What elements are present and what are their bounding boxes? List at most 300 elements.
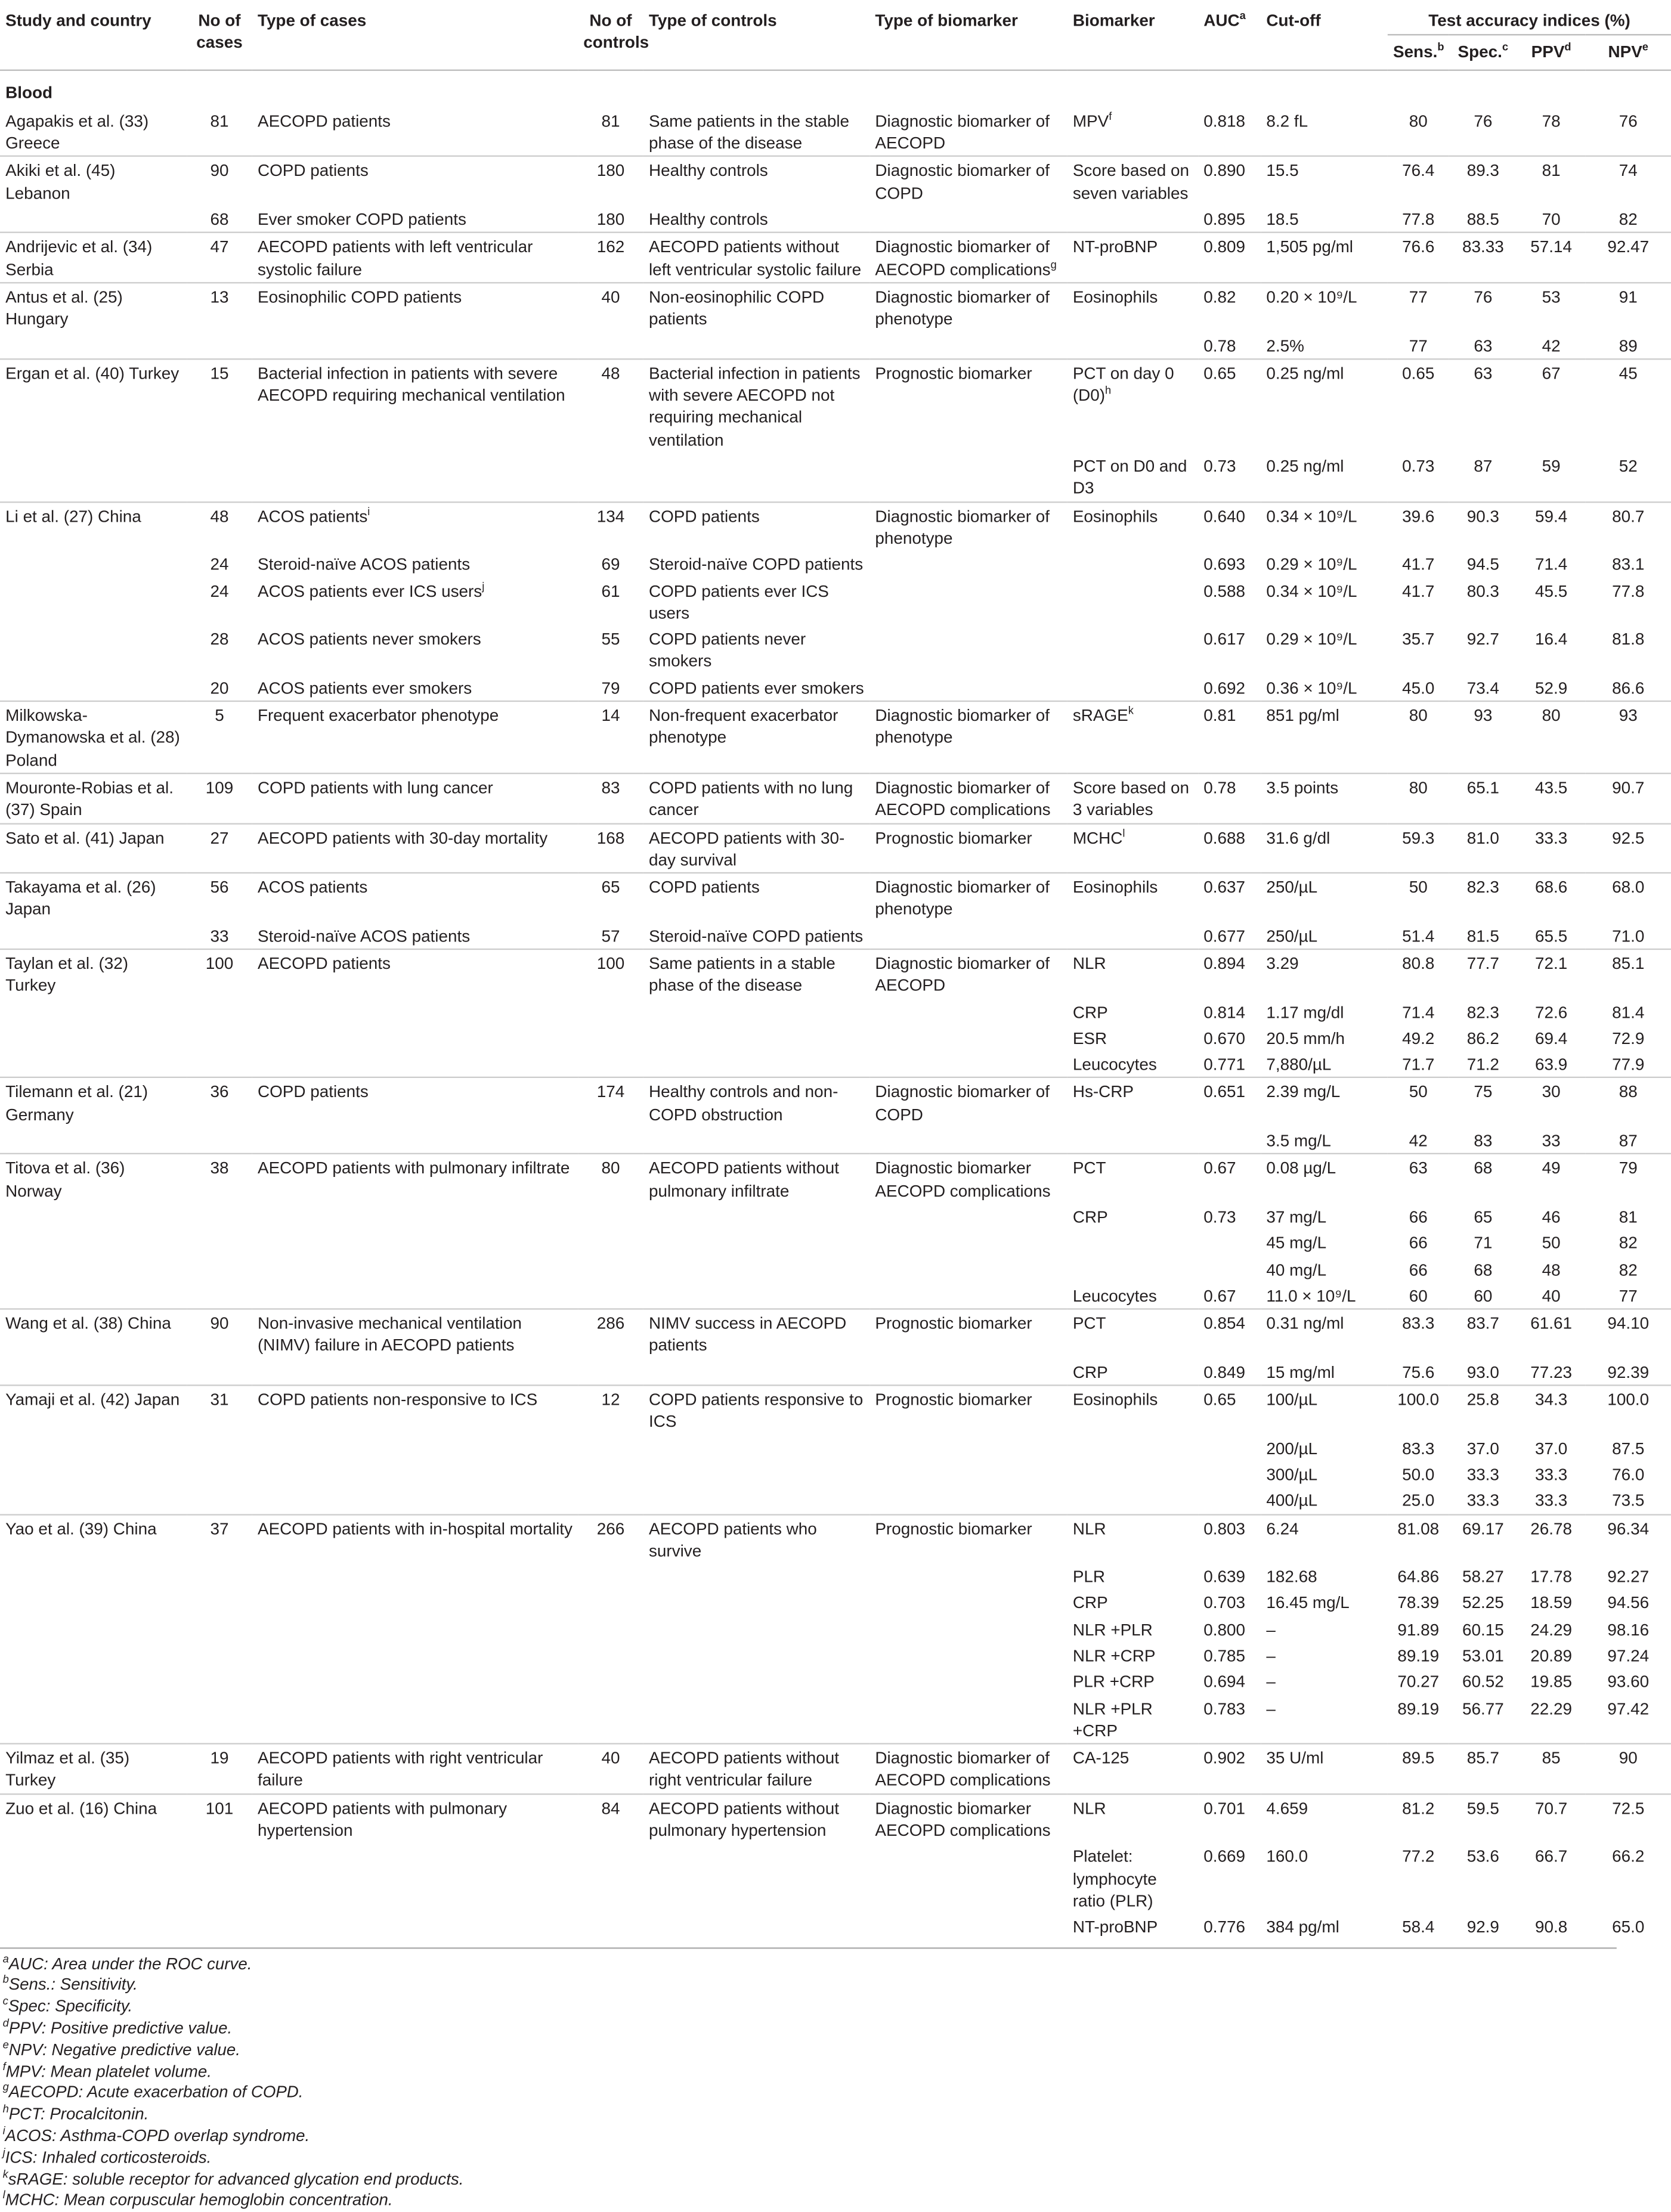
cell-cutoff: 11.0 × 10⁹/L — [1266, 1286, 1356, 1306]
cell-cutoff: 40 mg/L — [1266, 1260, 1327, 1280]
cell-ppv: 34.3 — [1517, 1385, 1585, 1434]
cell-ppv: 26.78 — [1517, 1514, 1585, 1563]
cell-study: Milkowska-Dymanowska et al. (28) Poland — [0, 701, 187, 773]
cell-type-controls: AECOPD patients without pulmonary hypertension — [643, 1794, 869, 1843]
cell-auc: 0.809 — [1198, 233, 1261, 283]
cell-no-cases — [187, 998, 252, 1024]
cell-no-controls — [578, 1256, 643, 1282]
cell-no-cases: 48 — [187, 501, 252, 550]
cell-sens: 66 — [1409, 1207, 1428, 1227]
cell-study — [0, 577, 187, 625]
cell-spec: 76 — [1449, 283, 1517, 332]
cell-type-cases: ACOS patients never smokers — [257, 630, 481, 649]
cell-npv: 92.5 — [1585, 823, 1671, 873]
cell-auc: 0.854 — [1198, 1309, 1261, 1358]
cell-type-biomarker: Prognostic biomarker — [869, 1385, 1067, 1434]
cell-biomarker — [1067, 1256, 1198, 1282]
cell-sens: 89.5 — [1388, 1744, 1449, 1794]
header-no-of-controls: No of controls — [583, 11, 649, 52]
cell-npv: 52 — [1619, 456, 1638, 476]
cell-type-biomarker — [869, 1642, 1067, 1668]
table-row — [0, 332, 1671, 359]
cell-npv: 93.60 — [1607, 1672, 1650, 1692]
cell-spec: 37.0 — [1466, 1438, 1499, 1458]
footnote: $^b$Sens.: Sensitivity. — [2, 1974, 138, 1994]
table-row — [0, 701, 1671, 773]
cell-study: Ergan et al. (40) Turkey — [0, 359, 187, 453]
cell-biomarker: Leucocytes — [1072, 1286, 1157, 1306]
cell-no-cases: 68 — [210, 210, 229, 230]
cell-study — [0, 453, 187, 501]
cell-type-controls: Healthy controls and non-COPD obstruction — [643, 1078, 869, 1127]
cell-auc: 0.803 — [1198, 1514, 1261, 1563]
cell-study — [0, 1127, 187, 1154]
cell-no-controls: 180 — [596, 210, 625, 230]
header-npv: NPV$^e$ — [1585, 35, 1671, 70]
cell-type-cases: Steroid-naïve ACOS patients — [257, 926, 471, 946]
cell-sens: 50 — [1388, 1078, 1449, 1127]
cell-biomarker: CRP — [1072, 1593, 1108, 1613]
cell-cutoff: 4.659 — [1261, 1794, 1388, 1843]
cell-no-cases: 90 — [187, 157, 252, 206]
cell-type-controls — [643, 1563, 869, 1590]
cell-spec: 83 — [1474, 1131, 1493, 1151]
cell-type-controls: Steroid-naïve COPD patients — [648, 554, 864, 574]
cell-study — [0, 1435, 187, 1461]
cell-npv: 87 — [1619, 1131, 1638, 1151]
cell-type-cases: AECOPD patients with 30-day mortality — [252, 823, 578, 873]
cell-no-cases: 109 — [187, 773, 252, 823]
cell-type-cases: Eosinophilic COPD patients — [252, 283, 578, 332]
cell-ppv: 70 — [1542, 210, 1561, 230]
cell-ppv: 77.23 — [1530, 1362, 1572, 1382]
cell-npv: 87.5 — [1612, 1438, 1645, 1458]
cell-ppv: 72.1 — [1517, 949, 1585, 998]
cell-type-biomarker: Diagnostic biomarker of AECOPD — [869, 949, 1067, 998]
cell-auc: 0.651 — [1198, 1078, 1261, 1127]
cell-cutoff: 3.5 mg/L — [1266, 1131, 1331, 1151]
cell-type-cases: Non-invasive mechanical ventilation (NIMV) failure in AECOPD patients — [252, 1309, 578, 1358]
cell-npv: 91 — [1585, 283, 1671, 332]
cell-type-cases: AECOPD patients with in-hospital mortality — [252, 1514, 578, 1563]
cell-auc: 0.692 — [1203, 678, 1245, 698]
cell-no-cases — [187, 1914, 252, 1947]
cell-type-controls — [643, 1642, 869, 1668]
cell-no-cases — [187, 1590, 252, 1616]
cell-spec: 63 — [1474, 336, 1493, 355]
cell-spec: 83.7 — [1449, 1309, 1517, 1358]
cell-type-controls: COPD patients ever smokers — [648, 678, 864, 698]
cell-type-controls: Healthy controls — [648, 210, 768, 230]
cell-no-cases — [187, 453, 252, 501]
cell-study: Akiki et al. (45) Lebanon — [0, 157, 187, 206]
table-row — [0, 1127, 1671, 1154]
cell-auc: 0.800 — [1203, 1620, 1245, 1640]
footnote: $^e$NPV: Negative predictive value. — [2, 2038, 240, 2059]
cell-auc: 0.902 — [1198, 1744, 1261, 1794]
cell-npv: 89 — [1619, 336, 1638, 355]
cell-biomarker: NLR +CRP — [1072, 1646, 1156, 1666]
cell-spec: 83.33 — [1449, 233, 1517, 283]
cell-sens: 71.4 — [1402, 1002, 1435, 1022]
table-row — [0, 1563, 1671, 1590]
cell-sens: 66 — [1409, 1234, 1428, 1253]
cell-sens: 51.4 — [1402, 926, 1435, 946]
table-row — [0, 998, 1671, 1024]
cell-sens: 50 — [1388, 873, 1449, 922]
cell-auc — [1198, 1127, 1261, 1154]
cell-type-controls: COPD patients — [643, 873, 869, 922]
cell-npv: 88 — [1585, 1078, 1671, 1127]
cell-npv: 79 — [1585, 1154, 1671, 1203]
cell-cutoff: 0.34 × 10⁹/L — [1266, 581, 1357, 600]
cell-cutoff: 15.5 — [1261, 157, 1388, 206]
cell-study — [0, 206, 187, 233]
footnote: $^f$MPV: Mean platelet volume. — [2, 2059, 212, 2081]
cell-no-cases: 33 — [210, 926, 229, 946]
header-biomarker: Biomarker — [1072, 11, 1155, 30]
cell-cutoff: 20.5 mm/h — [1266, 1028, 1345, 1048]
cell-type-biomarker: Diagnostic biomarker of phenotype — [869, 873, 1067, 922]
cell-sens: 35.7 — [1402, 630, 1435, 649]
cell-spec: 87 — [1474, 456, 1493, 476]
cell-no-cases: 20 — [210, 678, 229, 698]
cell-type-cases — [252, 1616, 578, 1642]
cell-spec: 63 — [1449, 359, 1517, 453]
cell-no-controls: 65 — [578, 873, 643, 922]
cell-spec: 25.8 — [1449, 1385, 1517, 1434]
cell-ppv: 18.59 — [1530, 1593, 1572, 1613]
cell-no-controls — [578, 1229, 643, 1256]
cell-type-cases — [252, 1642, 578, 1668]
cell-no-controls — [578, 1668, 643, 1694]
cell-spec: 92.7 — [1466, 630, 1499, 649]
cell-no-cases: 24 — [210, 581, 229, 600]
cell-type-cases — [252, 1461, 578, 1487]
cell-no-controls — [578, 1642, 643, 1668]
cell-biomarker: PCT on day 0 $(D0)^h$ — [1067, 359, 1198, 453]
cell-type-biomarker — [869, 1616, 1067, 1642]
cell-npv: 77.8 — [1612, 581, 1645, 600]
cell-no-cases: 37 — [187, 1514, 252, 1563]
cell-type-controls: AECOPD patients with 30-day survival — [643, 823, 869, 873]
cell-npv: 94.10 — [1585, 1309, 1671, 1358]
cell-type-biomarker: Diagnostic biomarker of COPD — [869, 157, 1067, 206]
cell-study: Taylan et al. (32) Turkey — [0, 949, 187, 998]
cell-ppv: 65.5 — [1534, 926, 1568, 946]
cell-no-cases — [187, 1229, 252, 1256]
cell-biomarker: Score based on 3 variables — [1067, 773, 1198, 823]
cell-no-cases: 56 — [187, 873, 252, 922]
cell-type-controls: Steroid-naïve COPD patients — [648, 926, 864, 946]
cell-type-biomarker — [869, 922, 1067, 949]
cell-auc: 0.65 — [1198, 1385, 1261, 1434]
cell-no-cases — [187, 1203, 252, 1229]
cell-no-controls: 100 — [578, 949, 643, 998]
cell-no-cases — [187, 1358, 252, 1385]
cell-spec: 85.7 — [1449, 1744, 1517, 1794]
header-test-accuracy: Test accuracy indices (%) — [1428, 11, 1630, 30]
cell-type-controls: Bacterial infection in patients with severe AECOPD not requiring mechanical ventilation — [643, 359, 869, 453]
cell-auc: 0.82 — [1198, 283, 1261, 332]
table-body — [0, 70, 1671, 1947]
cell-ppv: 17.78 — [1530, 1567, 1572, 1587]
cell-study: Li et al. (27) China — [0, 501, 187, 550]
cell-ppv: 16.4 — [1534, 630, 1568, 649]
cell-auc: 0.818 — [1203, 111, 1245, 131]
cell-study: Zuo et al. (16) China — [0, 1794, 187, 1843]
cell-cutoff: 0.36 × 10⁹/L — [1266, 678, 1357, 698]
cell-type-biomarker — [869, 625, 1067, 674]
cell-cutoff: 250/µL — [1261, 873, 1388, 922]
cell-sens: 91.89 — [1397, 1620, 1440, 1640]
cell-npv: 66.2 — [1612, 1847, 1645, 1866]
cell-ppv: 71.4 — [1534, 554, 1568, 574]
cell-spec: 59.5 — [1449, 1794, 1517, 1843]
cell-study — [0, 1668, 187, 1694]
cell-cutoff: – — [1266, 1672, 1276, 1692]
cell-no-controls: 69 — [601, 554, 620, 574]
cell-npv: 74 — [1585, 157, 1671, 206]
cell-type-cases — [252, 1358, 578, 1385]
cell-type-cases — [252, 1694, 578, 1743]
cell-no-controls: 134 — [578, 501, 643, 550]
cell-ppv: 59 — [1542, 456, 1561, 476]
table-row — [0, 873, 1671, 922]
cell-type-cases: AECOPD patients with right ventricular failure — [252, 1744, 578, 1794]
table-row — [0, 1642, 1671, 1668]
cell-ppv: 33.3 — [1534, 1491, 1568, 1511]
cell-study: Agapakis et al. (33) Greece — [5, 111, 149, 153]
cell-sens: 64.86 — [1397, 1567, 1440, 1587]
cell-cutoff: 2.5% — [1266, 336, 1304, 355]
cell-npv: 65.0 — [1612, 1917, 1645, 1937]
table-row — [0, 1154, 1671, 1203]
cell-type-controls: AECOPD patients without left ventricular systolic failure — [643, 233, 869, 283]
table-row — [0, 1385, 1671, 1434]
cell-no-controls: 57 — [601, 926, 620, 946]
cell-study — [0, 1616, 187, 1642]
table-row — [0, 1514, 1671, 1563]
cell-no-controls: 83 — [578, 773, 643, 823]
table-row — [0, 1203, 1671, 1229]
cell-type-controls — [643, 1203, 869, 1229]
cell-no-cases — [187, 1435, 252, 1461]
cell-study — [0, 1282, 187, 1309]
cell-type-cases: Steroid-naïve ACOS patients — [257, 554, 471, 574]
cell-type-cases: AECOPD patients with pulmonary infiltrate — [252, 1154, 578, 1203]
cell-cutoff: 3.29 — [1261, 949, 1388, 998]
cell-no-cases — [187, 1616, 252, 1642]
cell-ppv: 43.5 — [1517, 773, 1585, 823]
cell-type-cases: COPD patients non-responsive to ICS — [252, 1385, 578, 1434]
cell-sens: 0.73 — [1402, 456, 1435, 476]
cell-sens: 45.0 — [1402, 678, 1435, 698]
cell-spec: 33.3 — [1466, 1491, 1499, 1511]
cell-ppv: 81 — [1517, 157, 1585, 206]
cell-biomarker — [1067, 1487, 1198, 1514]
table-row — [0, 206, 1671, 233]
footnote: $^c$Spec: Specificity. — [2, 1995, 133, 2016]
cell-sens: 80 — [1388, 701, 1449, 773]
table-row — [0, 1616, 1671, 1642]
table-row — [0, 1051, 1671, 1078]
table-row — [0, 577, 1671, 625]
cell-cutoff: 250/µL — [1266, 926, 1318, 946]
cell-ppv: 85 — [1517, 1744, 1585, 1794]
cell-type-biomarker: Prognostic biomarker — [869, 823, 1067, 873]
cell-study — [0, 551, 187, 577]
footnotes — [0, 1948, 1617, 2212]
table-header — [0, 0, 1671, 70]
table-row — [0, 625, 1671, 674]
cell-no-controls — [578, 1127, 643, 1154]
cell-ppv: 42 — [1542, 336, 1561, 355]
cell-study — [0, 625, 187, 674]
cell-type-cases: Frequent exacerbator phenotype — [252, 701, 578, 773]
cell-type-controls: COPD patients with no lung cancer — [643, 773, 869, 823]
cell-study: Wang et al. (38) China — [0, 1309, 187, 1358]
cell-type-biomarker: Diagnostic biomarker of AECOPD complications$^g$ — [869, 233, 1067, 283]
cell-no-controls: 48 — [578, 359, 643, 453]
cell-type-cases — [252, 1127, 578, 1154]
cell-biomarker: Leucocytes — [1072, 1055, 1157, 1074]
table-row — [0, 283, 1671, 332]
footnote: $^j$ICS: Inhaled corticosteroids. — [2, 2146, 212, 2167]
cell-type-controls: AECOPD patients without right ventricular failure — [643, 1744, 869, 1794]
cell-npv: 86.6 — [1612, 678, 1645, 698]
table-row — [0, 501, 1671, 550]
cell-type-biomarker — [869, 1025, 1067, 1051]
cell-npv: 82 — [1619, 1260, 1638, 1280]
cell-auc: 0.639 — [1203, 1567, 1245, 1587]
table-row — [0, 1744, 1671, 1794]
cell-no-controls: 40 — [578, 283, 643, 332]
cell-ppv: 19.85 — [1530, 1672, 1572, 1692]
cell-type-controls — [643, 998, 869, 1024]
cell-cutoff: 0.25 ng/ml — [1266, 456, 1344, 476]
cell-npv: 85.1 — [1585, 949, 1671, 998]
cell-no-controls: 168 — [578, 823, 643, 873]
cell-type-cases — [252, 1256, 578, 1282]
cell-no-controls — [578, 1914, 643, 1947]
cell-biomarker: sRAGE$^k$ — [1067, 701, 1198, 773]
cell-no-cases — [187, 1563, 252, 1590]
cell-no-cases: 100 — [187, 949, 252, 998]
cell-type-biomarker — [869, 332, 1067, 359]
cell-ppv: 57.14 — [1517, 233, 1585, 283]
footnote: $^h$PCT: Procalcitonin. — [2, 2103, 149, 2124]
cell-biomarker — [1067, 577, 1198, 625]
cell-auc: 0.890 — [1198, 157, 1261, 206]
cell-type-biomarker — [869, 1487, 1067, 1514]
table-row — [0, 157, 1671, 206]
cell-auc: 0.81 — [1198, 701, 1261, 773]
cell-cutoff: 1,505 pg/ml — [1261, 233, 1388, 283]
cell-ppv: 48 — [1542, 1260, 1561, 1280]
cell-ppv: 53 — [1517, 283, 1585, 332]
cell-sens: 89.19 — [1397, 1646, 1440, 1666]
cell-ppv: 33.3 — [1517, 823, 1585, 873]
cell-sens: 100.0 — [1388, 1385, 1449, 1434]
cell-study — [0, 1642, 187, 1668]
cell-study — [0, 1203, 187, 1229]
table-row — [0, 107, 1671, 156]
cell-type-controls — [643, 1256, 869, 1282]
table-row — [0, 922, 1671, 949]
cell-study — [0, 1051, 187, 1078]
cell-spec: 68 — [1474, 1260, 1493, 1280]
cell-type-cases: Bacterial infection in patients with severe AECOPD requiring mechanical ventilation — [252, 359, 578, 453]
cell-type-controls: Same patients in a stable phase of the disease — [643, 949, 869, 998]
cell-type-biomarker — [869, 1563, 1067, 1590]
cell-no-controls — [578, 1694, 643, 1743]
cell-type-controls: Healthy controls — [643, 157, 869, 206]
cell-auc: 0.776 — [1203, 1917, 1245, 1937]
cell-type-controls: AECOPD patients who survive — [643, 1514, 869, 1563]
cell-cutoff: – — [1266, 1699, 1276, 1718]
cell-spec: 53.01 — [1462, 1646, 1504, 1666]
cell-npv: 77 — [1619, 1286, 1638, 1306]
cell-cutoff: 6.24 — [1261, 1514, 1388, 1563]
cell-npv: 76 — [1619, 111, 1638, 131]
cell-type-biomarker: Diagnostic biomarker of phenotype — [869, 701, 1067, 773]
cell-sens: 41.7 — [1402, 554, 1435, 574]
cell-type-cases — [252, 1590, 578, 1616]
cell-type-cases: COPD patients — [252, 1078, 578, 1127]
cell-type-biomarker — [869, 998, 1067, 1024]
cell-auc: 0.783 — [1203, 1699, 1245, 1718]
cell-ppv: 37.0 — [1534, 1438, 1568, 1458]
table-row — [0, 949, 1671, 998]
cell-no-controls: 180 — [578, 157, 643, 206]
cell-type-biomarker — [869, 1282, 1067, 1309]
cell-type-cases: COPD patients with lung cancer — [252, 773, 578, 823]
cell-auc — [1198, 1229, 1261, 1256]
cell-spec: 93.0 — [1466, 1362, 1499, 1382]
cell-auc — [1198, 1435, 1261, 1461]
cell-type-biomarker — [869, 1435, 1067, 1461]
cell-auc: 0.894 — [1198, 949, 1261, 998]
cell-type-controls — [643, 453, 869, 501]
cell-cutoff: 160.0 — [1266, 1847, 1308, 1866]
cell-auc: 0.73 — [1203, 456, 1236, 476]
cell-cutoff: 18.5 — [1266, 210, 1299, 230]
cell-type-cases: Ever smoker COPD patients — [257, 210, 466, 230]
cell-type-controls — [643, 1025, 869, 1051]
cell-study: Yamaji et al. (42) Japan — [0, 1385, 187, 1434]
cell-type-cases — [252, 1203, 578, 1229]
table-row — [0, 1282, 1671, 1309]
cell-cutoff: 0.29 × 10⁹/L — [1266, 554, 1357, 574]
cell-type-controls: COPD patients ever ICS users — [648, 581, 829, 623]
cell-spec: 86.2 — [1466, 1028, 1499, 1048]
cell-ppv: 33.3 — [1534, 1464, 1568, 1484]
cell-ppv: 46 — [1542, 1207, 1561, 1227]
cell-type-controls — [643, 1229, 869, 1256]
cell-type-controls: NIMV success in AECOPD patients — [643, 1309, 869, 1358]
cell-sens: 80.8 — [1388, 949, 1449, 998]
cell-ppv: 78 — [1542, 111, 1561, 131]
cell-type-cases — [252, 1025, 578, 1051]
cell-sens: 71.7 — [1402, 1055, 1435, 1074]
cell-type-cases: AECOPD patients with pulmonary hypertension — [252, 1794, 578, 1843]
cell-spec: 81.5 — [1466, 926, 1499, 946]
cell-biomarker — [1067, 1229, 1198, 1256]
cell-sens: 50.0 — [1402, 1464, 1435, 1484]
cell-biomarker: NLR — [1067, 1794, 1198, 1843]
cell-ppv: 59.4 — [1517, 501, 1585, 550]
